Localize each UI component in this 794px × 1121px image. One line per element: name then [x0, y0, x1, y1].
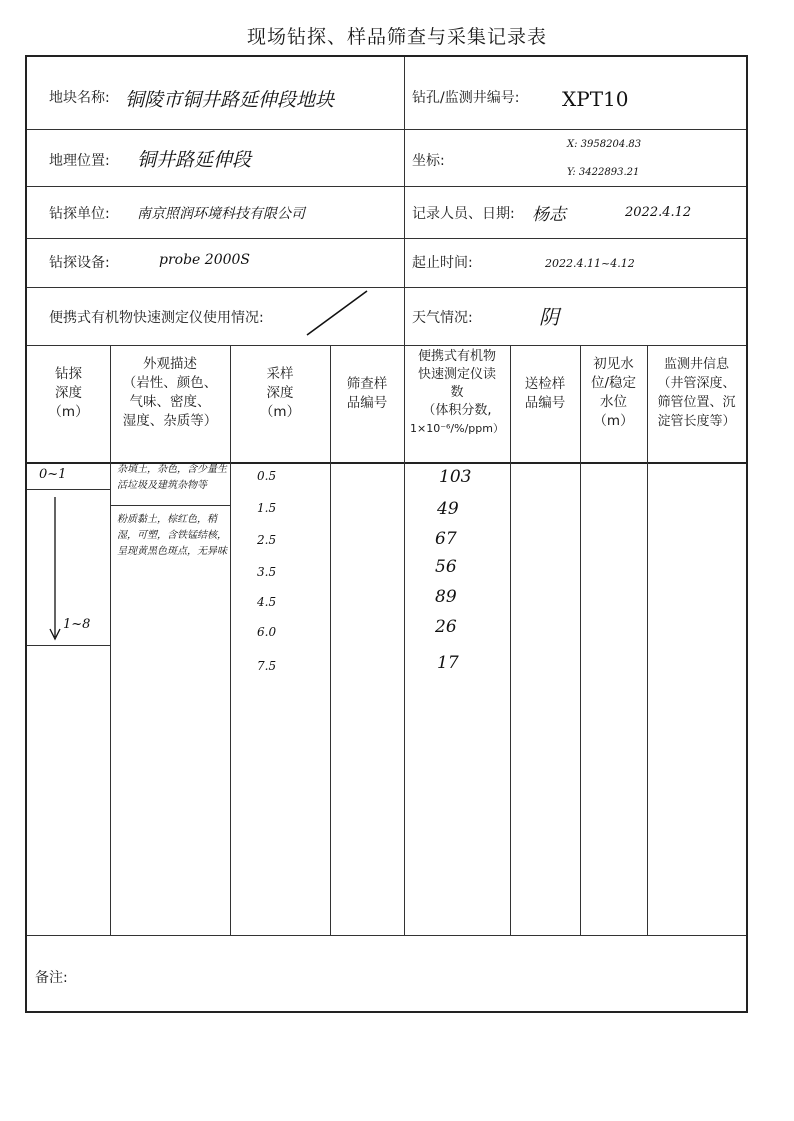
- sample-depth: 4.5: [257, 595, 277, 609]
- well-id-label: 钻孔/监测井编号:: [412, 90, 520, 106]
- pid-reading: 67: [435, 529, 457, 549]
- pid-reading: 49: [437, 499, 459, 519]
- row-divider: [27, 129, 746, 130]
- row-divider: [27, 238, 746, 239]
- drilling-unit-value: 南京照润环境科技有限公司: [137, 206, 305, 222]
- description-cell: 杂填土，杂色，含少量生活垃圾及建筑杂物等: [117, 464, 227, 491]
- table-column-divider: [330, 345, 331, 935]
- row-divider: [27, 345, 746, 346]
- record-form: [25, 55, 748, 1013]
- pid-usage-label: 便携式有机物快速测定仪使用情况:: [49, 310, 264, 326]
- depth-arrow-icon: [45, 497, 65, 647]
- coords-label: 坐标:: [412, 153, 445, 169]
- header-water-level: 初见水 位/稳定 水位 （m）: [590, 356, 637, 429]
- pid-reading: 89: [435, 587, 457, 607]
- header-well-info: 监测井信息 （井管深度、 筛管位置、沉 淀管长度等）: [657, 357, 736, 429]
- depth-underline: [27, 489, 110, 490]
- depth-mark: 1~8: [63, 617, 91, 632]
- remarks-label: 备注:: [35, 970, 68, 986]
- pid-reading: 26: [435, 617, 457, 637]
- time-label: 起止时间:: [412, 255, 473, 271]
- row-divider: [27, 287, 746, 288]
- header-sample-depth: 采样 深度 （m）: [259, 366, 301, 420]
- weather-label: 天气情况:: [412, 310, 473, 326]
- coord-y: Y: 3422893.21: [567, 167, 640, 178]
- record-date-value: 2022.4.12: [625, 205, 692, 220]
- header-lab-sample-id: 送检样 品编号: [524, 376, 566, 411]
- sample-depth: 3.5: [257, 565, 277, 579]
- pid-reading: 103: [439, 467, 472, 487]
- plot-name-value: 铜陵市铜井路延伸段地块: [125, 89, 335, 111]
- plot-name-label: 地块名称:: [49, 90, 110, 106]
- depth-underline: [27, 645, 110, 646]
- sample-depth: 2.5: [257, 533, 277, 547]
- drilling-unit-label: 钻探单位:: [49, 206, 110, 222]
- location-label: 地理位置:: [49, 153, 110, 169]
- table-column-divider: [110, 345, 111, 935]
- equipment-label: 钻探设备:: [49, 255, 110, 271]
- form-title: 现场钻探、样品筛查与采集记录表: [246, 26, 547, 48]
- weather-value: 阴: [539, 305, 559, 329]
- recorder-value: 杨志: [532, 205, 566, 225]
- sample-depth: 7.5: [257, 659, 277, 673]
- row-divider: [27, 186, 746, 187]
- coord-x: X: 3958204.83: [567, 139, 642, 150]
- description-divider: [110, 505, 230, 506]
- location-value: 铜井路延伸段: [137, 149, 252, 171]
- sample-depth: 0.5: [257, 469, 277, 483]
- table-column-divider: [230, 345, 231, 935]
- info-column-divider: [404, 57, 405, 345]
- slash-mark: [302, 289, 372, 339]
- header-pid-reading: 便携式有机物 快速测定仪读 数 （体积分数, 1×10⁻⁶/%/ppm）: [410, 349, 504, 435]
- table-column-divider: [580, 345, 581, 935]
- header-description: 外观描述 （岩性、颜色、 气味、密度、 湿度、杂质等）: [122, 356, 218, 429]
- remarks-divider: [27, 935, 746, 936]
- sample-depth: 6.0: [257, 625, 277, 639]
- pid-reading: 17: [437, 653, 459, 673]
- description-cell: 粉质黏土，棕红色，稍湿，可塑，含铁锰结核，呈现黄黑色斑点，无异味: [117, 514, 227, 557]
- equipment-value: probe 2000S: [159, 252, 250, 268]
- table-column-divider: [510, 345, 511, 935]
- well-id-value: XPT10: [562, 87, 629, 111]
- sample-depth: 1.5: [257, 501, 277, 515]
- depth-mark: 0~1: [39, 467, 67, 482]
- recorder-label: 记录人员、日期:: [412, 206, 515, 222]
- pid-reading: 56: [435, 557, 457, 577]
- time-value: 2022.4.11~4.12: [545, 257, 635, 270]
- header-screening-id: 筛查样 品编号: [346, 376, 388, 411]
- header-drill-depth: 钻探 深度 （m）: [48, 366, 89, 420]
- table-column-divider: [647, 345, 648, 935]
